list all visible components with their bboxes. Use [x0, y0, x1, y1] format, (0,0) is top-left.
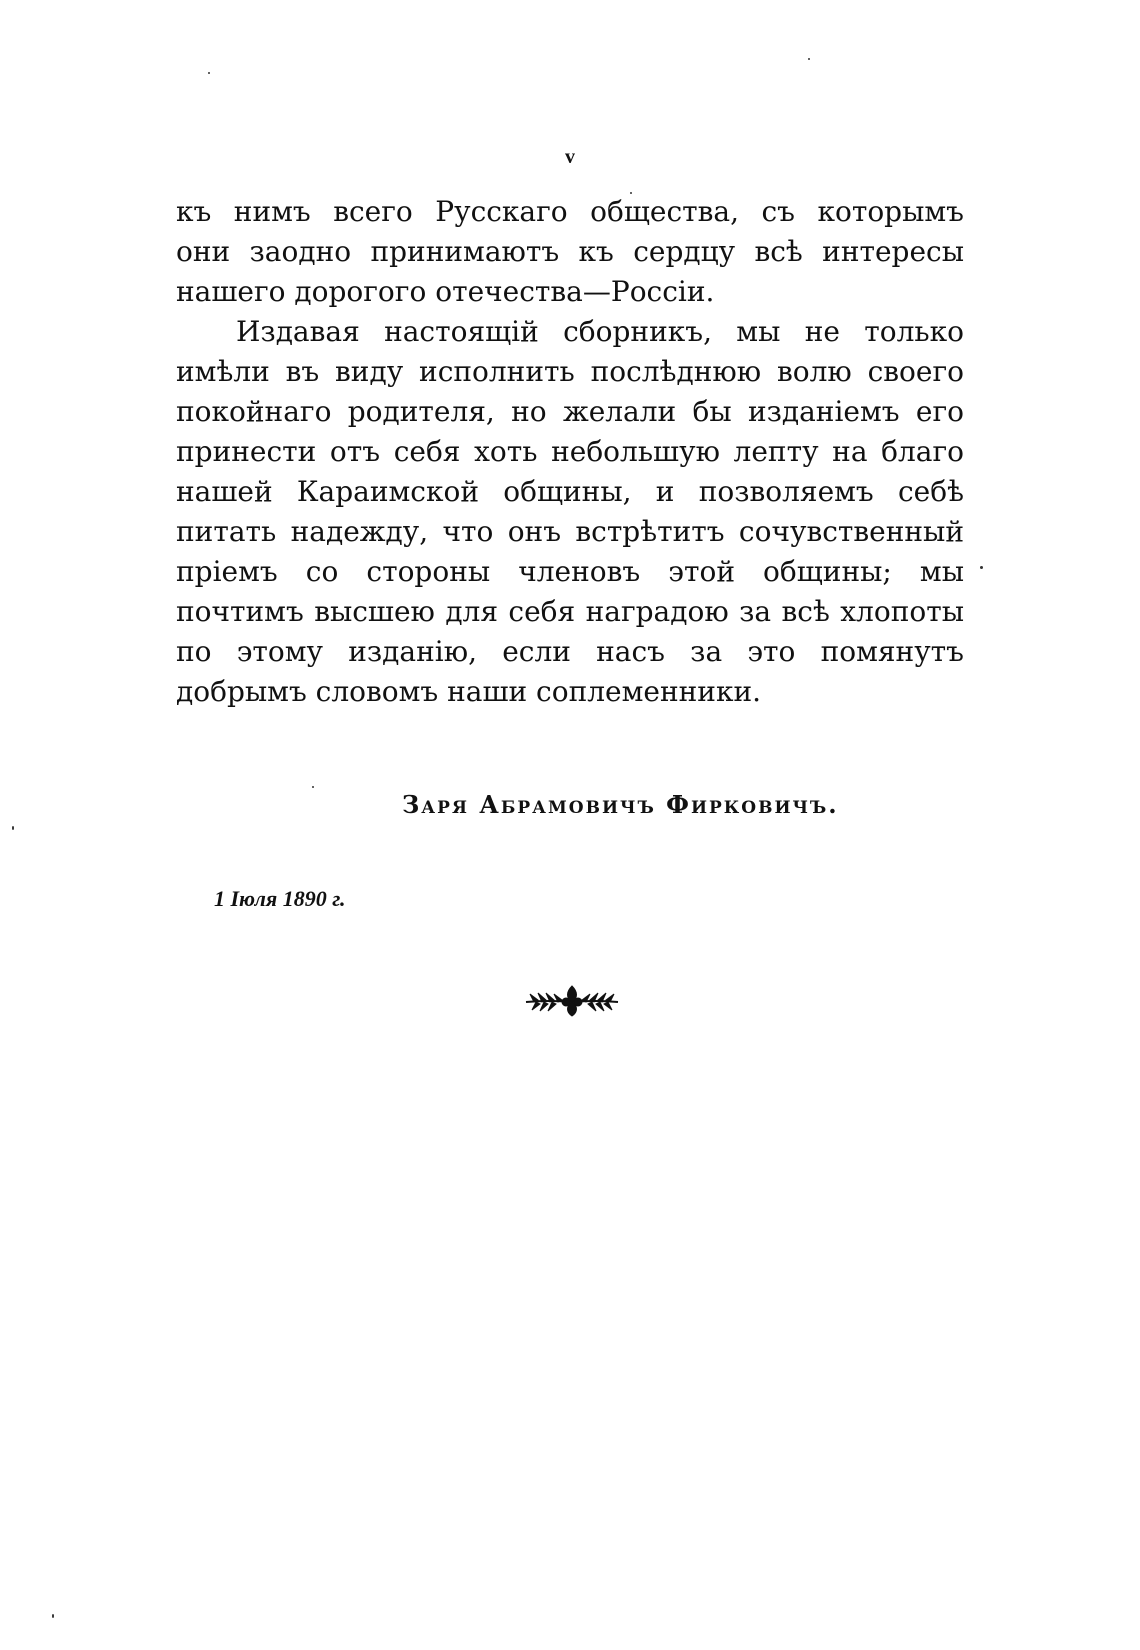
- scan-speck: [52, 1614, 54, 1618]
- scan-speck: [312, 786, 314, 788]
- ornament-icon: [522, 980, 622, 1020]
- scan-speck: [630, 192, 632, 194]
- signature: Заря Абрамовичъ Фирковичъ.: [402, 790, 839, 819]
- text-line: покойнаго родителя, но желали бы изданіемъ его: [176, 395, 964, 428]
- text-line: они заодно принимаютъ къ сердцу всѣ интересы: [176, 235, 964, 268]
- text-line: нашего дорогого отечества—Россіи.: [176, 275, 715, 308]
- text-line: пріемъ со стороны членовъ этой общины; мы: [176, 555, 964, 588]
- text-line: къ нимъ всего Русскаго общества, съ которымъ: [176, 195, 964, 228]
- text-line: принести отъ себя хоть небольшую лепту на благо: [176, 435, 964, 468]
- text-line: Издавая настоящій сборникъ, мы не только: [236, 315, 964, 348]
- scan-speck: [208, 72, 210, 74]
- text-line: добрымъ словомъ наши соплеменники.: [176, 675, 762, 708]
- scan-speck: [12, 826, 14, 830]
- scan-speck: [808, 58, 810, 60]
- text-line: питать надежду, что онъ встрѣтитъ сочувственный: [176, 515, 964, 548]
- page-number: v: [565, 146, 575, 168]
- text-line: почтимъ высшею для себя наградою за всѣ хлопоты: [176, 595, 964, 628]
- text-line: по этому изданію, если насъ за это помянутъ: [176, 635, 964, 668]
- text-line: имѣли въ виду исполнить послѣднюю волю своего: [176, 355, 964, 388]
- date: 1 Іюля 1890 г.: [214, 886, 346, 911]
- text-line: нашей Караимской общины, и позволяемъ себѣ: [176, 475, 964, 508]
- scan-speck: [980, 566, 983, 569]
